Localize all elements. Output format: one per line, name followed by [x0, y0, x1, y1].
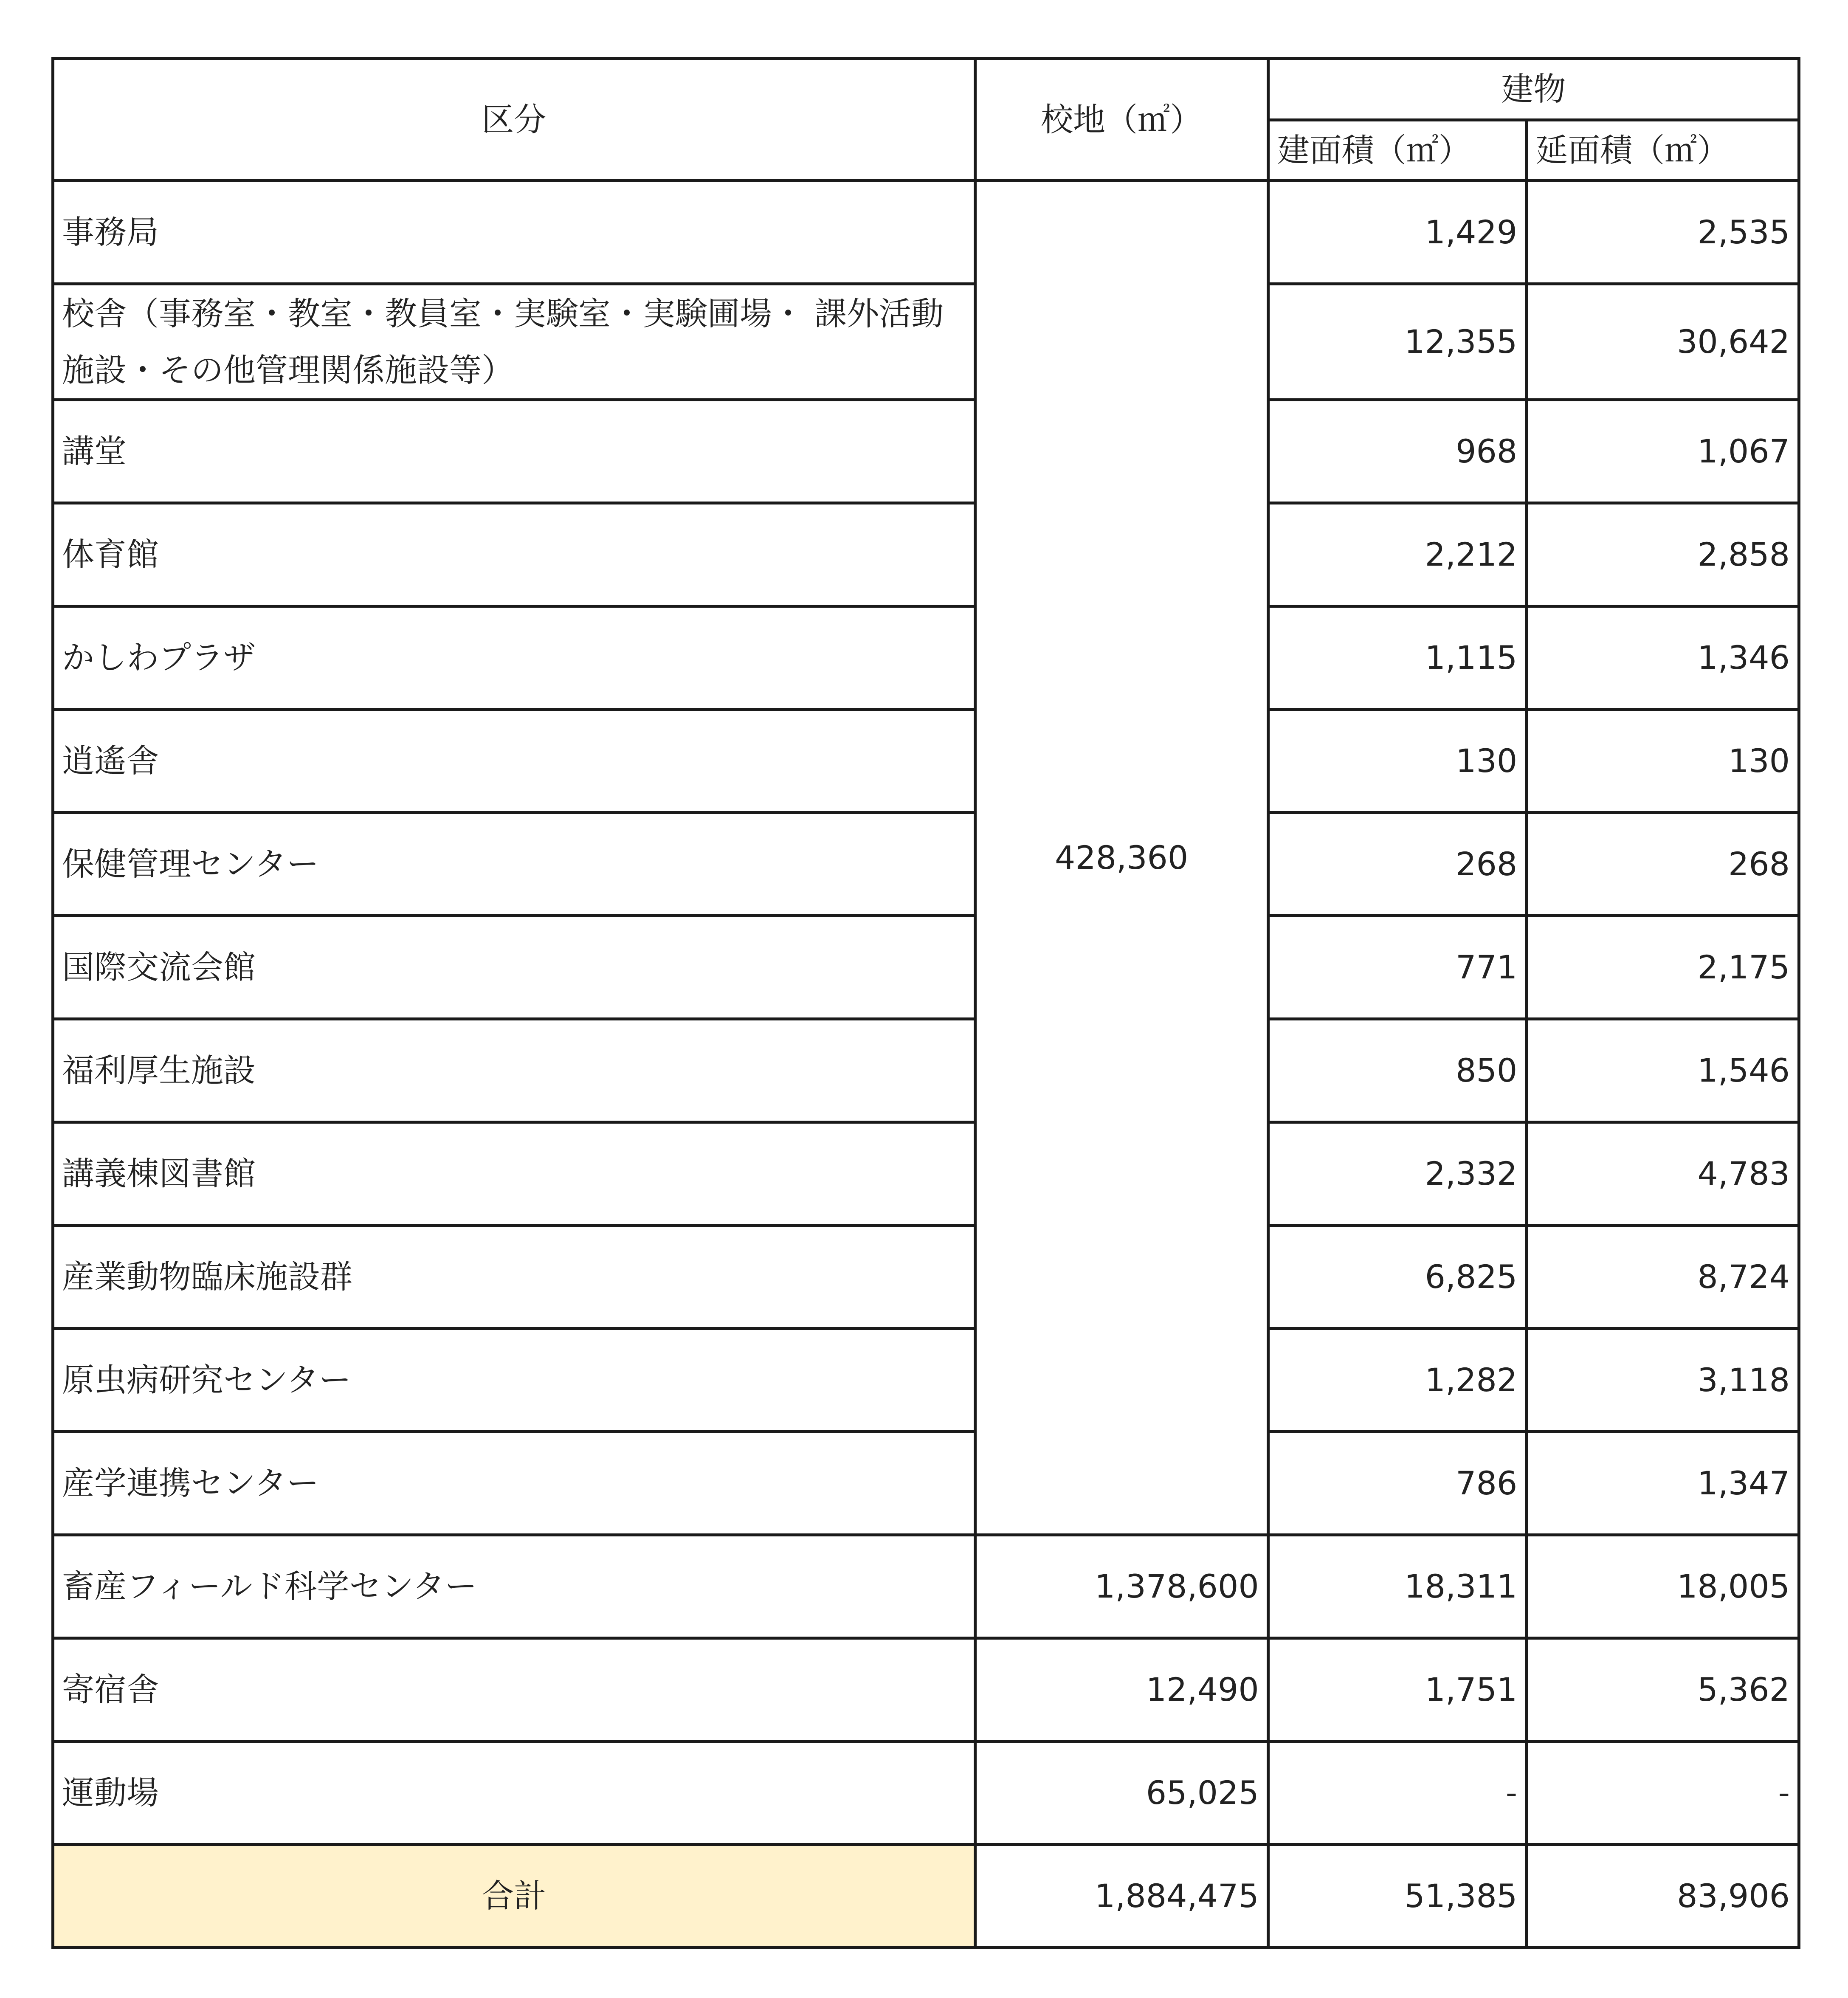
row-label: 原虫病研究センター — [53, 1329, 975, 1432]
row-label: 産学連携センター — [53, 1432, 975, 1535]
floor-area-cell: - — [1527, 1742, 1799, 1845]
building-area-cell: 968 — [1268, 400, 1526, 503]
floor-area-cell: 1,067 — [1527, 400, 1799, 503]
table-row — [53, 1226, 1799, 1329]
row-label: 保健管理センター — [53, 813, 975, 916]
floor-area-cell: 1,546 — [1527, 1019, 1799, 1122]
building-area-cell: 130 — [1268, 710, 1526, 813]
table-row — [53, 1535, 1799, 1638]
building-area-cell: 2,332 — [1268, 1122, 1526, 1226]
table-row — [53, 606, 1799, 710]
floor-area-cell: 2,175 — [1527, 916, 1799, 1019]
building-area-cell: 268 — [1268, 813, 1526, 916]
building-area-cell: 786 — [1268, 1432, 1526, 1535]
floor-area-cell: 8,724 — [1527, 1226, 1799, 1329]
table-row — [53, 181, 1799, 284]
total-label: 合計 — [53, 1845, 975, 1948]
table-row — [53, 916, 1799, 1019]
building-area-cell: 12,355 — [1268, 284, 1526, 400]
floor-area-cell: 1,347 — [1527, 1432, 1799, 1535]
floor-area-cell: 268 — [1527, 813, 1799, 916]
row-label: 逍遙舎 — [53, 710, 975, 813]
site-area-cell: 1,378,600 — [975, 1535, 1268, 1638]
building-area-cell: 1,429 — [1268, 181, 1526, 284]
header-floor-area: 延面積（㎡） — [1527, 120, 1799, 181]
table-row — [53, 400, 1799, 503]
row-label: 畜産フィールド科学センター — [53, 1535, 975, 1638]
floor-area-cell: 130 — [1527, 710, 1799, 813]
header-site: 校地（㎡） — [975, 59, 1268, 181]
building-area-cell: 6,825 — [1268, 1226, 1526, 1329]
row-label: かしわプラザ — [53, 606, 975, 710]
total-site-area: 1,884,475 — [975, 1845, 1268, 1948]
building-area-cell: 850 — [1268, 1019, 1526, 1122]
building-area-cell: 18,311 — [1268, 1535, 1526, 1638]
header-building-area: 建面積（㎡） — [1268, 120, 1526, 181]
building-area-cell: - — [1268, 1742, 1526, 1845]
floor-area-cell: 3,118 — [1527, 1329, 1799, 1432]
table-row — [53, 1432, 1799, 1535]
building-area-cell: 1,282 — [1268, 1329, 1526, 1432]
total-building-area: 51,385 — [1268, 1845, 1526, 1948]
shared-site-area: 428,360 — [975, 181, 1268, 1535]
floor-area-cell: 18,005 — [1527, 1535, 1799, 1638]
table-row — [53, 284, 1799, 400]
floor-area-cell: 30,642 — [1527, 284, 1799, 400]
table-row — [53, 710, 1799, 813]
floor-area-cell: 2,535 — [1527, 181, 1799, 284]
building-area-cell: 1,751 — [1268, 1638, 1526, 1742]
row-label: 国際交流会館 — [53, 916, 975, 1019]
total-floor-area: 83,906 — [1527, 1845, 1799, 1948]
building-area-cell: 1,115 — [1268, 606, 1526, 710]
table-row — [53, 1329, 1799, 1432]
table-row — [53, 1742, 1799, 1845]
table-row — [53, 813, 1799, 916]
header-category: 区分 — [53, 59, 975, 181]
row-label: 講義棟図書館 — [53, 1122, 975, 1226]
site-area-cell: 65,025 — [975, 1742, 1268, 1845]
table-row — [53, 503, 1799, 606]
total-row — [53, 1845, 1799, 1948]
header-building: 建物 — [1268, 59, 1799, 120]
site-area-cell: 12,490 — [975, 1638, 1268, 1742]
row-label: 福利厚生施設 — [53, 1019, 975, 1122]
row-label: 産業動物臨床施設群 — [53, 1226, 975, 1329]
row-label: 寄宿舎 — [53, 1638, 975, 1742]
row-label: 校舎（事務室・教室・教員室・実験室・実験圃場・ 課外活動施設・その他管理関係施設等） — [53, 284, 975, 400]
building-area-cell: 2,212 — [1268, 503, 1526, 606]
table-row — [53, 1638, 1799, 1742]
building-area-cell: 771 — [1268, 916, 1526, 1019]
row-label: 体育館 — [53, 503, 975, 606]
floor-area-cell: 5,362 — [1527, 1638, 1799, 1742]
header-row — [53, 59, 1799, 120]
table-row — [53, 1019, 1799, 1122]
row-label: 運動場 — [53, 1742, 975, 1845]
row-label: 事務局 — [53, 181, 975, 284]
facility-area-table — [51, 57, 1800, 1949]
row-label: 講堂 — [53, 400, 975, 503]
floor-area-cell: 1,346 — [1527, 606, 1799, 710]
floor-area-cell: 4,783 — [1527, 1122, 1799, 1226]
table-row — [53, 1122, 1799, 1226]
floor-area-cell: 2,858 — [1527, 503, 1799, 606]
